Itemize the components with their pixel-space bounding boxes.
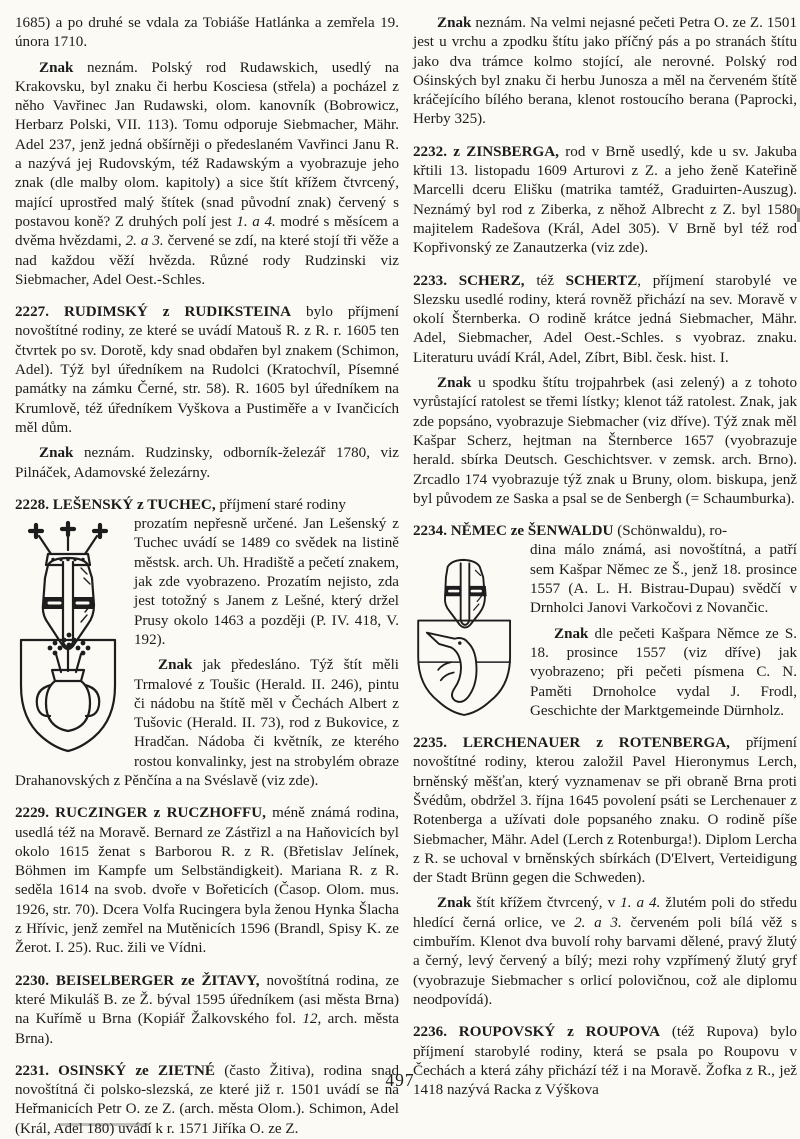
text-columns [15, 14, 797, 1139]
paragraph-znak-rudawski: Znak neznám. Polský rod Rudawskich, usedlý na Krakovsku, byl znaku či herbu Kosciesa (střela) a pocházel z něho Vavřinec Jan Rudawski, olom. kanovník (Bobrowicz, Herbarz Polski, VII. 113). Tomu odporuje Siebmacher, Mähr. Adel 237, jenž jedná obšírněji o předeslaném Vavřinci Janu R. a nazývá jej Rudovským, též Radawským a vyobrazuje jeho znak (dle malby olom. kapitoly) a sice štít křížem čtvrcený, mající uprostřed malý štítek (snad původní znak) červený s postavou koně? Z druhých polí jest 1. a 4. modré s měsícem a dvěma hvězdami, 2. a 3. červené se zdí, na které stojí tři věže a nad každou věží hvězda. Různé rody Rudzinski viz Siebmacher, Adel Oest.-Schles. [15, 59, 399, 288]
entry-2227-heading-paragraph: 2227. RUDIMSKÝ z RUDIKSTEINA bylo příjmení novoštítné rodiny, ze které se uvádí Matouš R. z R. r. 1605 ten čtvrtek po sv. Dorotě, kdy snad obdařen byl znakem (Schimon, Adel). Týž byl úředníkem na Rudolci (Kratochvíl, Písemné památky na zámku Černé, str. 58). R. 1605 byl úředníkem na Krumlově, též úředníkem Vyškova a Pustiměře a v Ivančicích měl dům. [15, 304, 399, 436]
entry-2235 [413, 734, 797, 1010]
crest-helm-crowned-pot-with-flowers-illustration [15, 518, 121, 754]
entry-2233-znak-paragraph: Znak u spodku štítu trojpahrbek (asi zelený) a z tohoto vyrůstající ratolest se třemi lístky; klenot táž ratolest. Znak, jak zde popsáno, vyobrazuje Siebmacher (viz dříve). Týž znak měl Kašpar Scherz, hejtman na Šternberce 1657 (vyobrazuje herald. sbírka Deutsch. Geschichtsver. v zemsk. arch. Brno). Zrcadlo 174 vyobrazuje týž znak u Bruny, olom. biskupa, jenž byl původem ze Saska a psal se de Senbergh (= Schaumburka). [413, 375, 797, 507]
entry-2228 [15, 496, 399, 791]
entry-2228-body-paragraph: prozatím nepřesně určené. Jan Lešenský z Tuchec uvádí se 1489 co svědek na listině městsk. arch. Uh. Hradiště a pečetí znakem, jak zde vyobrazeno. Prozatím nejisto, zda jest totožný s Janem z Lešné, který držel Prusy okolo 1463 a později (P. IV. 418, V. 192). [134, 516, 399, 648]
entry-2227-znak-paragraph: Znak neznám. Rudzinsky, odborník-železář 1780, viz Pilnáček, Adamovské železárny. [15, 445, 399, 481]
continuation-paragraph: 1685) a po druhé se vdala za Tobiáše Hatlánka a zemřela 19. února 1710. [15, 15, 399, 51]
entry-2234 [413, 522, 797, 721]
entry-2231-heading-paragraph: 2231. OSINSKÝ ze ZIETNÉ (často Žitiva), rodina snad novoštítná či polsko-slezská, ze které již r. 1501 uvádí se na Heřmanicích Petr O. ze Z. (arch. města Olom.). Schimon, Adel (Král, Adel 180) uvádí k r. 1571 Jiříka O. ze Z. [15, 1062, 399, 1137]
crest-nemec-svg [413, 544, 517, 730]
crest-lesensky-svg [15, 518, 121, 754]
left-column [15, 14, 399, 1139]
entry-2236-heading-paragraph: 2236. ROUPOVSKÝ z ROUPOVA (též Rupova) bylo příjmení starobylé rodiny, která se psala po Roupovu v Čechách a která záhy přichází též i na Moravě. Žofka z R., jež 1418 nazývá Racka z Výškova [413, 1024, 797, 1099]
entry-2232 [413, 143, 797, 259]
paragraph-znak-osinsky: Znak neznám. Na velmi nejasné pečeti Petra O. ze Z. 1501 jest u vrchu a zpodku štítu jako příčný pás a po stranách štítu jako dva trámce kolmo stojící, ale nerovné. Polský rod Ośinských byl znaku či herbu Junosza a měl na červeném štítě kráčejícího bílého berana, klenot rostoucího berana (Paprocki, Herby 325). [413, 15, 797, 128]
crest-helm-bird-shield-illustration [413, 544, 517, 730]
entry-2228-znak-paragraph: Znak jak předesláno. Týž štít měli Trmalové z Toušic (Herald. II. 246), pintu či nádobu na štítě měl v Čechách Albert z Tušovic (Herald. II. 73), rod z Bukovice, z Hradčan. Nádoba či květník, ze kterého rostou konvalinky, jest na strobylém obraze Drahanovských z Pěnčína a na Svéslavě (viz zde). [15, 657, 399, 789]
entry-2229-heading-paragraph: 2229. RUCZINGER z RUCZHOFFU, méně známá rodina, usedlá též na Moravě. Bernard ze Zástřizl a na Haňovicích byl okolo 1615 ženat s Barborou R. z R. (Břetislav Jelínek, Böhmen im Kampfe um Selbständigkeit). Mariana R. z R. seděla 1614 na svob. dvoře v Bořeticích (Časop. Olom. mus. 1926, str. 70). Dcera Volfa Rucingera byla ženou Hynka Šlacha z Hřívic, jenž zemřel na Mutěnicích 1596 (Brandl, Spisy K. ze Žerot. I. 25). Ruc. žili ve Vídni. [15, 805, 399, 957]
entry-2234-heading-line: 2234. NĚMEC ze ŠENWALDU (Schönwaldu), ro- [413, 523, 728, 540]
entry-2235-znak-paragraph: Znak štít křížem čtvrcený, v 1. a 4. žlutém poli do středu hledící černá orlice, ve 2. a 3. červeném poli bílá věž s cimbuřím. Klenot dva buvolí rohy barvami dělené, pravý žlutý a černý, levý červený a bílý; mezi rohy vzpřímený žlutý gryf (vyobrazuje Siebmacher s orlicí polovičnou, což ale diplomu neodpovídá). [413, 895, 798, 1008]
right-column [413, 14, 797, 1139]
entry-2232-heading-paragraph: 2232. z ZINSBERGA, rod v Brně usedlý, kde u sv. Jakuba křtili 13. listopadu 1609 Arturovi z Z. a jeho ženě Kateřině Marcelli dceru Elišku (matrika tamtéž, Graduirten-Auszug). Neznámý byl rod z Ziberka, z něhož Albrecht z Z. byl 1580 majitelem Radešova (Král, Adel 305). V Brně byl též rod Kopřivonský ze Zanautzerka (viz zde). [413, 143, 797, 257]
entry-2229 [15, 804, 399, 958]
page-number: 497 [385, 1070, 415, 1090]
entry-2227 [15, 303, 399, 483]
entry-2233-heading-paragraph: 2233. SCHERZ, též SCHERTZ, příjmení starobylé ve Slezsku usedlé rodiny, která rovněž přichází na sev. Moravě v okolí Šternberka. O rodině krátce jedná Siebmacher, Mähr. Adel, Siebmacher, Adel Oest.-Schles. s vyobraz. znaku. Literaturu uvádí Král, Adel, Zíbrt, Bibl. česk. hist. I. [413, 272, 798, 366]
entry-2234-znak-paragraph: Znak dle pečeti Kašpara Němce ze S. 18. prosince 1557 (viz dříve) jak vyobrazeno; při pečeti písmena C. N. Paměti Drnoholce vydal J. Frodl, Geschichte der Marktgemeinde Dürnholz. [530, 625, 797, 719]
entry-2234-body-paragraph: dina málo známá, asi novoštítná, a patří sem Kašpar Němec ze Š., jenž 18. prosince 1557 (A. L. H. Bistrau-Dupau) svědčí v Drnholci Janovi Varkočovi z Novančic. [530, 542, 797, 617]
entry-2230 [15, 972, 399, 1049]
entry-2228-heading-line: 2228. LEŠENSKÝ z TUCHEC, příjmení staré rodiny [15, 496, 346, 513]
entry-2233 [413, 272, 797, 510]
entry-2230-heading-paragraph: 2230. BEISELBERGER ze ŽITAVY, novoštítná rodina, ze které Mikuláš B. ze Ž. býval 1595 úředníkem (asi města Brna) na Kuřímě u Brna (Kopiář Žalkovského fol. 12, arch. města Brna). [15, 972, 399, 1047]
entry-2235-heading-paragraph: 2235. LERCHENAUER z ROTENBERGA, příjmení novoštítné rodiny, kterou založil Pavel Hieronymus Lerch, brněnský měšťan, který vyznamenav se při obraně Brna proti Švédům, obdržel 3. října 1645 povolení psáti se Lerchenauer z Rotenberga a užívati dole popsaného znaku. O rodině píše Siebmacher, Mähr. Adel (Lerch z Rotenburga!). Diplom Lercha z R. se uchoval v brněnských sbírkách (D'Elvert, Verteidigung der Stadt Brünn gegen die Schweden). [413, 735, 797, 887]
